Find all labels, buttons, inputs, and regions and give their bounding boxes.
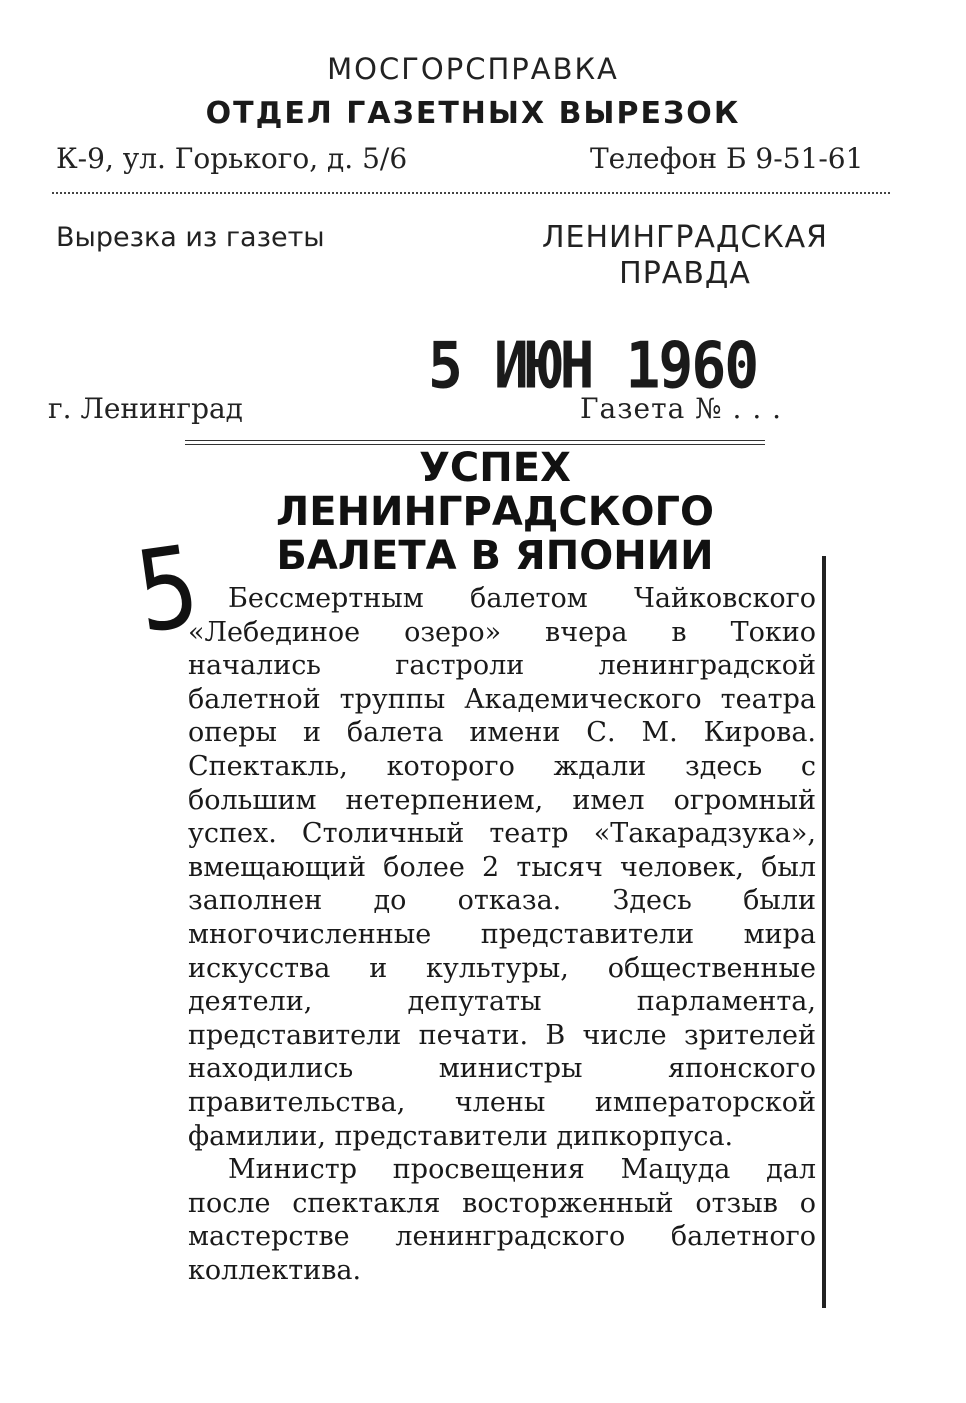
newspaper-name-line-1: ЛЕНИНГРАДСКАЯ <box>541 220 829 255</box>
newspaper-name <box>500 220 870 292</box>
newspaper-name-line-2: ПРАВДА <box>619 256 751 291</box>
city-label: г. Ленинград <box>48 392 243 425</box>
address: К-9, ул. Горького, д. 5/6 <box>56 142 408 175</box>
headline-line-3: БАЛЕТА В ЯПОНИИ <box>276 533 714 579</box>
header-divider <box>52 192 890 194</box>
handwritten-number: 5 <box>128 521 207 659</box>
article-paragraph-1: Бессмертным балетом Чайковского «Лебединое озеро» вчера в Токио начались гастроли ленинградской балетной труппы Академического театра оперы и балета имени С. М. Кирова. Спектакль, которого ждали здесь с большим нетерпением, имел огромный успех. Столичный театр «Такарадзука», вмещающий более 2 тысяч человек, был заполнен до отказа. Здесь были многочисленные представители мира искусства и культуры, общественные деятели, депутаты парламента, представители печати. В числе зрителей находились министры японского правительства, члены императорской фамилии, представители дипкорпуса. <box>188 583 816 1152</box>
phone-number: Телефон Б 9-51-61 <box>590 142 864 175</box>
article-body <box>188 582 816 1287</box>
column-rule <box>822 556 826 1308</box>
clipping-label: Вырезка из газеты <box>56 222 325 253</box>
article-paragraph-2: Министр просвещения Мацуда дал после спектакля восторженный отзыв о мастерстве ленинградского балетного коллектива. <box>188 1154 816 1286</box>
headline-line-1: УСПЕХ <box>419 445 571 491</box>
article-headline <box>190 446 800 578</box>
organization-name: МОСГОРСПРАВКА <box>327 52 619 86</box>
date-stamp: 5 ИЮН 1960 <box>428 328 758 403</box>
department-name: ОТДЕЛ ГАЗЕТНЫХ ВЫРЕЗОК <box>205 96 741 131</box>
headline-line-2: ЛЕНИНГРАДСКОГО <box>276 489 714 535</box>
gazeta-number: Газета № . . . <box>580 392 783 425</box>
